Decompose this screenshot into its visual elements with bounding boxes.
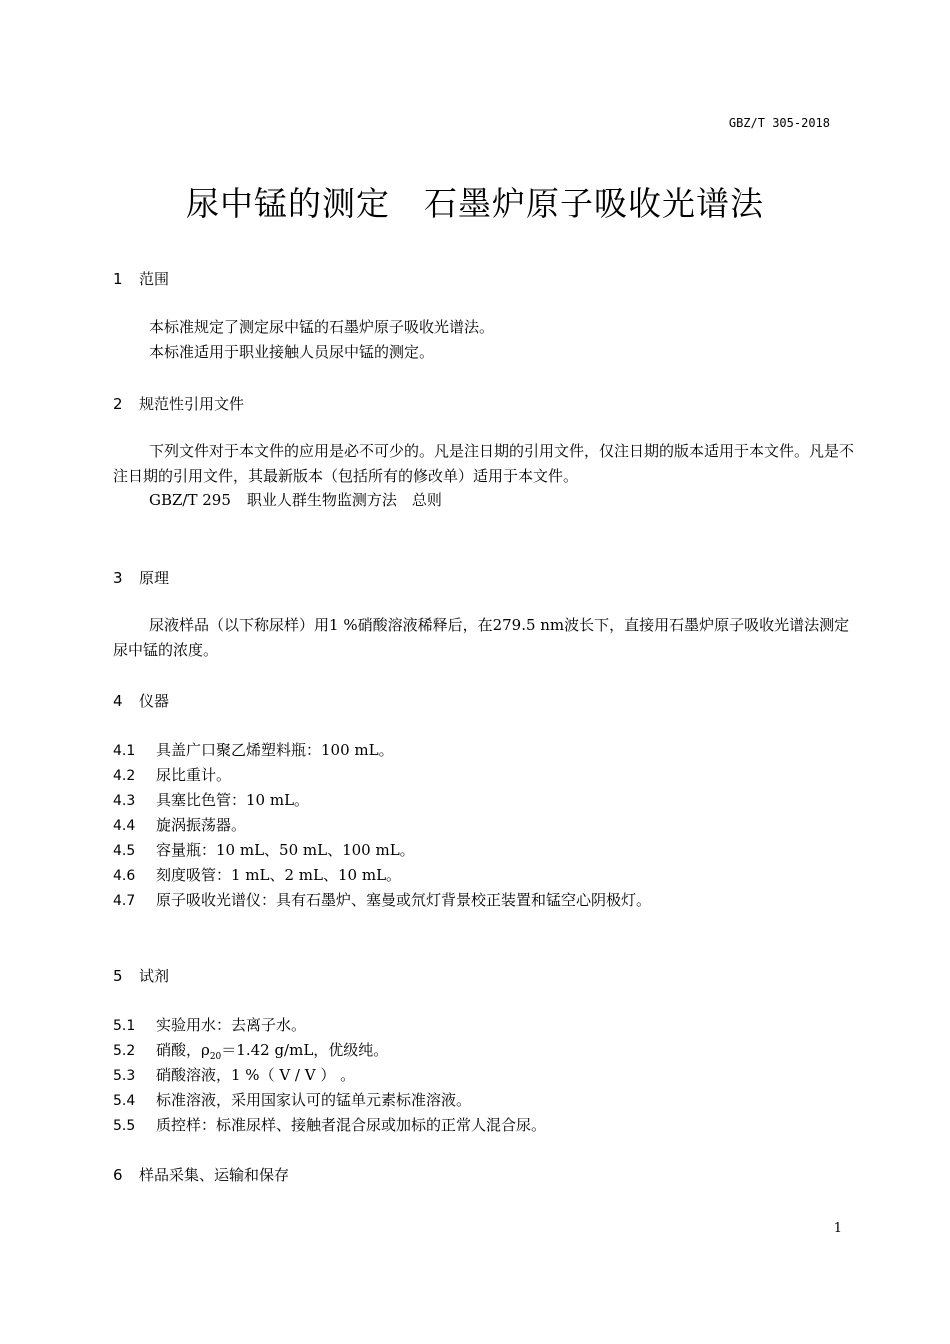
item-number: 4.5	[113, 843, 136, 859]
item-text: 刻度吸管：1 mL、2 mL、10 mL。	[156, 866, 402, 884]
section-heading-reagents	[113, 965, 169, 986]
item-number: 5.1	[113, 1018, 136, 1034]
section-heading-scope	[113, 268, 169, 289]
list-item	[113, 789, 309, 810]
item-text: 具塞比色管：10 mL。	[156, 791, 310, 809]
section-title: 样品采集、运输和保存	[139, 1166, 290, 1184]
section-title: 仪器	[139, 692, 170, 710]
item-text: 容量瓶：10 mL、50 mL、100 mL。	[156, 841, 415, 859]
section-title: 范围	[139, 270, 170, 288]
item-number: 4.3	[113, 793, 136, 809]
section-heading-apparatus	[113, 690, 169, 711]
item-text: 具盖广口聚乙烯塑料瓶：100 mL。	[156, 741, 394, 759]
list-item	[113, 889, 651, 910]
paragraph: 本标准适用于职业接触人员尿中锰的测定。	[149, 343, 435, 361]
list-item	[113, 1039, 388, 1062]
item-text	[156, 1041, 389, 1062]
list-item	[113, 1089, 471, 1110]
section-number: 1	[113, 270, 123, 288]
item-number: 5.2	[113, 1043, 136, 1059]
item-text: 原子吸收光谱仪：具有石墨炉、塞曼或氘灯背景校正装置和锰空心阴极灯。	[156, 891, 652, 909]
list-item	[113, 1064, 355, 1085]
item-number: 4.2	[113, 768, 136, 784]
paragraph: 尿液样品（以下称尿样）用1 %硝酸溶液稀释后，在279.5 nm波长下，直接用石墨炉原子吸收光谱法测定尿中锰的浓度。	[113, 616, 850, 659]
item-text: 质控样：标准尿样、接触者混合尿或加标的正常人混合尿。	[156, 1116, 547, 1134]
item-number: 4.6	[113, 868, 136, 884]
standard-code: GBZ/T 305-2018	[728, 116, 830, 130]
item-text: 旋涡振荡器。	[156, 816, 247, 834]
item-number: 4.4	[113, 818, 136, 834]
section-number: 4	[113, 692, 123, 710]
item-number: 5.3	[113, 1068, 136, 1084]
document-title: 尿中锰的测定 石墨炉原子吸收光谱法	[186, 184, 764, 223]
item-number: 4.7	[113, 893, 136, 909]
section-number: 6	[113, 1166, 123, 1184]
item-text: 标准溶液，采用国家认可的锰单元素标准溶液。	[156, 1091, 472, 1109]
item-number: 5.5	[113, 1118, 136, 1134]
item-text-part: ＝1.42 g/mL，优级纯。	[221, 1041, 389, 1059]
item-text: 实验用水：去离子水。	[156, 1016, 307, 1034]
reference-entry	[149, 489, 442, 510]
reference-title: 职业人群生物监测方法 总则	[246, 491, 442, 509]
section-title: 原理	[139, 569, 170, 587]
section-heading-normative-references	[113, 393, 244, 414]
item-text: 尿比重计。	[156, 766, 232, 784]
item-text-part: 硝酸，ρ	[156, 1041, 210, 1059]
list-item	[113, 764, 231, 785]
list-item	[113, 814, 246, 835]
section-heading-sampling	[113, 1164, 289, 1185]
section-number: 5	[113, 967, 123, 985]
paragraph: 本标准规定了测定尿中锰的石墨炉原子吸收光谱法。	[149, 318, 495, 336]
paragraph: 下列文件对于本文件的应用是必不可少的。凡是注日期的引用文件，仅注日期的版本适用于本文件。凡是不注日期的引用文件，其最新版本（包括所有的修改单）适用于本文件。	[113, 442, 855, 485]
list-item	[113, 864, 401, 885]
list-item	[113, 839, 415, 860]
section-title: 试剂	[139, 967, 170, 985]
list-item	[113, 739, 394, 760]
item-number: 5.4	[113, 1093, 136, 1109]
item-text: 硝酸溶液，1 %（ V / V ） 。	[156, 1066, 356, 1084]
section-title: 规范性引用文件	[139, 395, 245, 413]
list-item	[113, 1114, 546, 1135]
subscript: 20	[209, 1052, 222, 1062]
reference-code: GBZ/T 295	[149, 491, 231, 509]
section-number: 3	[113, 569, 123, 587]
list-item	[113, 1014, 306, 1035]
section-heading-principle	[113, 567, 169, 588]
section-number: 2	[113, 395, 123, 413]
page-number: 1	[833, 1221, 842, 1236]
item-number: 4.1	[113, 743, 136, 759]
